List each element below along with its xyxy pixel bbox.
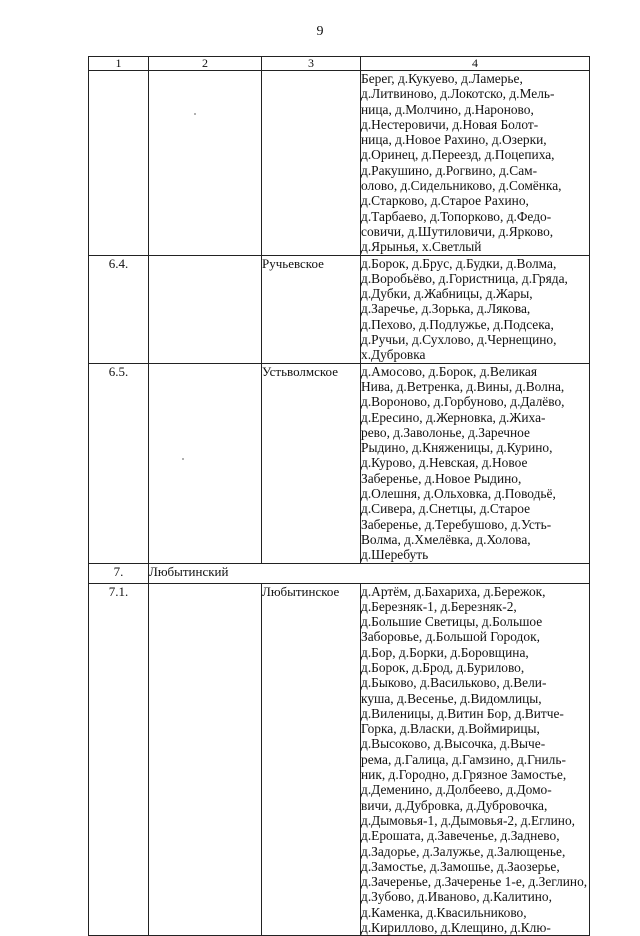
locality-line: Нива, д.Ветренка, д.Вины, д.Волна,: [361, 378, 565, 394]
locality-line: ница, д.Новое Рахино, д.Озерки,: [361, 132, 547, 148]
locality-line: д.Кириллово, д.Клещино, д.Клю-: [361, 920, 551, 936]
locality-line: д.Оринец, д.Переезд, д.Поцепиха,: [361, 147, 555, 163]
header-col-1: 1: [89, 57, 149, 71]
locality-line: д.Бор, д.Борки, д.Боровщина,: [361, 644, 529, 660]
locality-line: Рыдино, д.Княженицы, д.Курино,: [361, 440, 553, 456]
locality-line: д.Ярынья, х.Светлый: [361, 239, 482, 255]
table-row-district: [89, 563, 590, 583]
locality-line: д.Ручьи, д.Сухлово, д.Чернещино,: [361, 332, 557, 348]
locality-line: д.Задорье, д.Залужье, д.Залющенье,: [361, 843, 566, 859]
locality-line: д.Сивера, д.Снетцы, д.Старое: [361, 501, 531, 517]
locality-line: Заборовье, д.Большой Городок,: [361, 629, 540, 645]
locality-line: Заберенье, д.Новое Рыдино,: [361, 470, 522, 486]
locality-line: д.Дубки, д.Жабницы, д.Жары,: [361, 286, 533, 302]
locality-line: х.Дубровка: [361, 347, 426, 363]
table-header-row: [89, 57, 590, 71]
locality-line: совичи, д.Шутиловичи, д.Ярково,: [361, 223, 554, 239]
locality-line: д.Деменино, д.Долбеево, д.Домо-: [361, 782, 552, 798]
scan-speck: [182, 458, 184, 460]
locality-line: д.Амосово, д.Борок, д.Великая: [361, 363, 538, 379]
settlement-cell: [262, 71, 361, 256]
table-row: [89, 71, 590, 256]
locality-line: д.Большие Светицы, д.Большое: [361, 614, 543, 630]
locality-line: олово, д.Сидельниково, д.Сомёнка,: [361, 178, 562, 194]
locality-line: д.Зачеренье, д.Зачеренье 1-е, д.Зеглино,: [361, 874, 588, 890]
table-row: [89, 363, 590, 563]
district-cell: [149, 71, 262, 256]
locality-line: д.Вороново, д.Горбуново, д.Далёво,: [361, 394, 565, 410]
locality-line: Берег, д.Кукуево, д.Ламерье,: [361, 71, 523, 86]
locality-line: д.Литвиново, д.Локотско, д.Мель-: [361, 86, 555, 102]
locality-line: д.Высоково, д.Высочка, д.Выче-: [361, 736, 546, 752]
locality-line: д.Воробьёво, д.Гористница, д.Гряда,: [361, 270, 568, 286]
locality-line: д.Ересино, д.Жерновка, д.Жиха-: [361, 409, 546, 425]
locality-line: рево, д.Заволонье, д.Заречное: [361, 424, 530, 440]
locality-line: д.Быково, д.Васильково, д.Вели-: [361, 675, 547, 691]
district-cell: [149, 255, 262, 363]
localities-cell: [361, 71, 590, 256]
locality-line: д.Заречье, д.Зорька, д.Лякова,: [361, 301, 531, 317]
header-col-4: 4: [361, 57, 590, 71]
locality-line: д.Борок, д.Брод, д.Бурилово,: [361, 659, 525, 675]
locality-line: ник, д.Городно, д.Грязное Замостье,: [361, 767, 567, 783]
row-number: 6.4.: [89, 255, 149, 363]
district-cell: [149, 583, 262, 936]
table-row: [89, 255, 590, 363]
table-row: [89, 583, 590, 936]
locality-line: д.Тарбаево, д.Топорково, д.Федо-: [361, 208, 552, 224]
locality-line: д.Артём, д.Бахариха, д.Бережок,: [361, 583, 546, 599]
district-cell: [149, 363, 262, 563]
locality-line: д.Ракушино, д.Рогвино, д.Сам-: [361, 162, 538, 178]
locality-line: д.Замостье, д.Замошье, д.Заозерье,: [361, 858, 560, 874]
locality-line: д.Олешня, д.Ольховка, д.Поводьё,: [361, 486, 556, 502]
locality-line: д.Березняк-1, д.Березняк-2,: [361, 598, 517, 614]
locality-line: д.Пехово, д.Подлужье, д.Подсека,: [361, 316, 554, 332]
locality-line: д.Ерошата, д.Завеченье, д.Заднево,: [361, 828, 560, 844]
localities-cell: [361, 255, 590, 363]
locality-line: вичи, д.Дубровка, д.Дубровочка,: [361, 797, 548, 813]
header-col-2: 2: [149, 57, 262, 71]
row-number: 7.: [89, 563, 149, 583]
page-number: 9: [316, 24, 324, 39]
scan-speck: [194, 113, 196, 115]
locality-line: д.Каменка, д.Квасильниково,: [361, 904, 527, 920]
district-name: Любытинский: [149, 563, 590, 583]
locality-line: д.Нестеровичи, д.Новая Болот-: [361, 116, 539, 132]
locality-line: д.Шеребуть: [361, 547, 429, 563]
localities-cell: [361, 363, 590, 563]
locality-line: Волма, д.Хмелёвка, д.Холова,: [361, 531, 531, 547]
settlement-cell: Любытинское: [262, 583, 361, 936]
locality-line: д.Курово, д.Невская, д.Новое: [361, 455, 528, 471]
row-number: [89, 71, 149, 256]
locality-line: ница, д.Молчино, д.Нароново,: [361, 101, 534, 117]
locality-line: д.Борок, д.Брус, д.Будки, д.Волма,: [361, 255, 557, 271]
settlement-cell: Ручьевское: [262, 255, 361, 363]
locality-line: Заберенье, д.Теребушово, д.Усть-: [361, 516, 552, 532]
locality-line: д.Дымовья-1, д.Дымовья-2, д.Еглино,: [361, 812, 576, 828]
locality-line: д.Виленицы, д.Витин Бор, д.Витче-: [361, 705, 564, 721]
settlement-cell: Устьволмское: [262, 363, 361, 563]
locality-line: д.Старково, д.Старое Рахино,: [361, 193, 529, 209]
header-col-3: 3: [262, 57, 361, 71]
localities-cell: [361, 583, 590, 936]
locality-line: рема, д.Галица, д.Гамзино, д.Гниль-: [361, 751, 566, 767]
locality-line: куша, д.Весенье, д.Видомлицы,: [361, 690, 542, 706]
row-number: 6.5.: [89, 363, 149, 563]
settlements-table: [88, 56, 590, 936]
locality-line: д.Зубово, д.Иваново, д.Калитино,: [361, 889, 552, 905]
row-number: 7.1.: [89, 583, 149, 936]
locality-line: Горка, д.Власки, д.Воймирицы,: [361, 721, 540, 737]
